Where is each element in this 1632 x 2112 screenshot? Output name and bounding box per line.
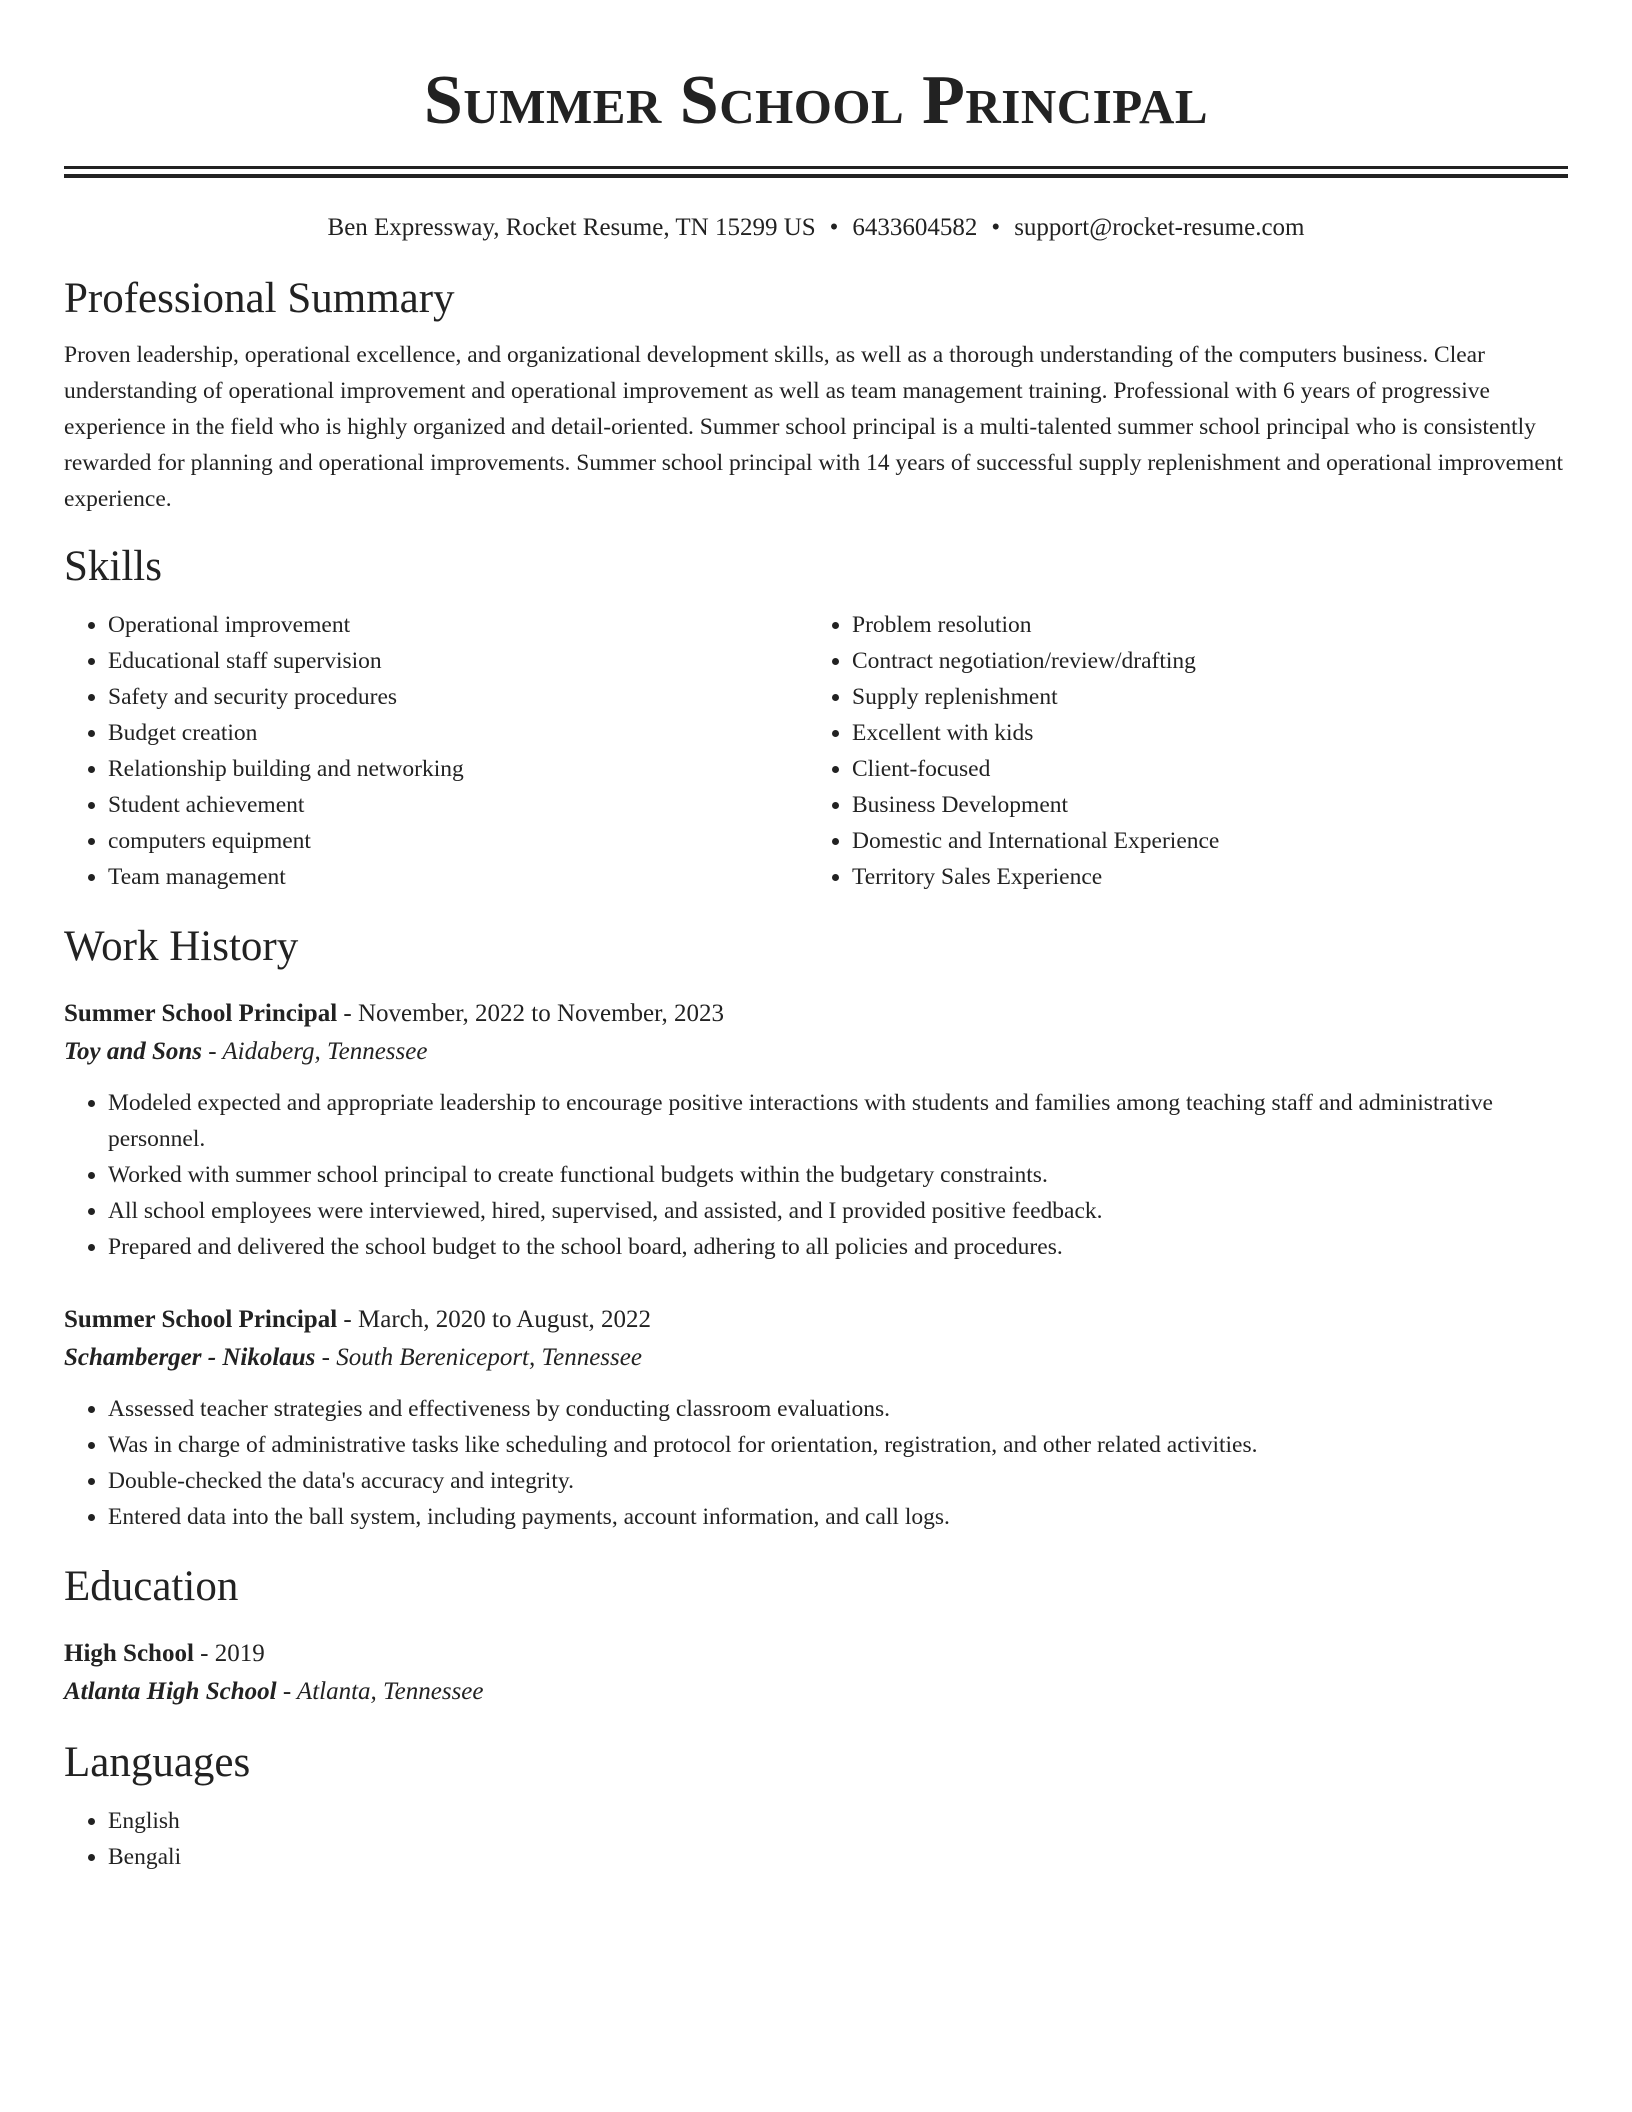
skills-heading: Skills: [64, 543, 162, 590]
skills-column-left: [64, 607, 808, 895]
skills-column-right: [808, 607, 1552, 895]
summary-heading: Professional Summary: [64, 275, 455, 322]
languages-heading: Languages: [64, 1739, 251, 1786]
skill-item: • Territory Sales Experience: [852, 859, 1552, 895]
job-company: Schamberger - Nikolaus: [64, 1344, 316, 1371]
skills-section: [64, 541, 1568, 895]
skill-item: • Educational staff supervision: [108, 643, 808, 679]
job-company-line: [64, 1033, 1568, 1071]
education-location: - Atlanta, Tennessee: [276, 1678, 484, 1705]
job-title: Summer School Principal: [64, 1000, 338, 1027]
summary-section: [64, 273, 1568, 517]
skill-item: • Relationship building and networking: [108, 751, 808, 787]
job-bullet-list: [64, 1085, 1568, 1265]
job-title-line: [64, 1301, 1568, 1339]
job-dates: - November, 2022 to November, 2023: [337, 1000, 724, 1027]
skill-item: • Business Development: [852, 787, 1552, 823]
job-company-line: [64, 1339, 1568, 1377]
skills-list-left: [64, 607, 808, 895]
skills-grid: [64, 607, 1568, 895]
skill-item: • Excellent with kids: [852, 715, 1552, 751]
education-year: - 2019: [193, 1640, 265, 1667]
contact-separator: •: [829, 214, 839, 241]
resume-name: Summer School Principal: [423, 62, 1209, 139]
job-title-line: [64, 995, 1568, 1033]
job-location: - Aidaberg, Tennessee: [202, 1038, 428, 1065]
contact-separator: •: [991, 214, 1001, 241]
skill-item: • Contract negotiation/review/drafting: [852, 643, 1552, 679]
education-school-line: [64, 1673, 1568, 1711]
header-double-rule: [64, 166, 1568, 178]
skill-item: • computers equipment: [108, 823, 808, 859]
skill-item: • Budget creation: [108, 715, 808, 751]
skill-item: • Domestic and International Experience: [852, 823, 1552, 859]
job-bullet: • Double-checked the data's accuracy and integrity.: [108, 1463, 1568, 1499]
skill-item: • Team management: [108, 859, 808, 895]
contact-line: [64, 211, 1568, 245]
job-bullet-list: [64, 1391, 1568, 1535]
language-item: • English: [108, 1803, 1568, 1839]
job-bullet: • Assessed teacher strategies and effectiveness by conducting classroom evaluations.: [108, 1391, 1568, 1427]
work-history-section: [64, 921, 1568, 1535]
education-degree-line: [64, 1635, 1568, 1673]
skill-item: • Operational improvement: [108, 607, 808, 643]
languages-list: [64, 1803, 1568, 1875]
skill-item: • Problem resolution: [852, 607, 1552, 643]
education-heading: Education: [64, 1563, 239, 1610]
languages-section: [64, 1737, 1568, 1875]
skill-item: • Supply replenishment: [852, 679, 1552, 715]
education-section: [64, 1561, 1568, 1711]
education-degree: High School: [64, 1640, 194, 1667]
job-title: Summer School Principal: [64, 1306, 338, 1333]
job-dates: - March, 2020 to August, 2022: [337, 1306, 652, 1333]
job-bullet: • Worked with summer school principal to create functional budgets within the budgetary constraints.: [108, 1157, 1568, 1193]
summary-text: Proven leadership, operational excellence, and organizational development skills, as well as a thorough understanding of the computers business. Clear understanding of operational improvement and operational improvement as well as team management training. Professional with 6 years of progressive experience in the field who is highly organized and detail-oriented. Summer school principal is a multi-talented summer school principal who is consistently rewarded for planning and operational improvements. Summer school principal with 14 years of successful supply replenishment and operational improvement experience.: [64, 342, 1564, 512]
skill-item: • Student achievement: [108, 787, 808, 823]
education-school: Atlanta High School: [64, 1678, 277, 1705]
contact-address: Ben Expressway, Rocket Resume, TN 15299 US: [327, 214, 816, 241]
job-bullet: • Modeled expected and appropriate leadership to encourage positive interactions with students and families among teaching staff and administrative personnel.: [108, 1085, 1568, 1157]
job-company: Toy and Sons: [64, 1038, 203, 1065]
job-entry: [64, 995, 1568, 1265]
contact-email: support@rocket-resume.com: [1014, 214, 1305, 241]
language-item: • Bengali: [108, 1839, 1568, 1875]
skill-item: • Safety and security procedures: [108, 679, 808, 715]
job-bullet: • Entered data into the ball system, including payments, account information, and call logs.: [108, 1499, 1568, 1535]
job-location: - South Bereniceport, Tennessee: [315, 1344, 642, 1371]
job-bullet: • All school employees were interviewed, hired, supervised, and assisted, and I provided positive feedback.: [108, 1193, 1568, 1229]
skills-list-right: [808, 607, 1552, 895]
job-entry: [64, 1301, 1568, 1535]
job-bullet: • Was in charge of administrative tasks like scheduling and protocol for orientation, registration, and other related activities.: [108, 1427, 1568, 1463]
job-bullet: • Prepared and delivered the school budget to the school board, adhering to all policies and procedures.: [108, 1229, 1568, 1265]
skill-item: • Client-focused: [852, 751, 1552, 787]
work-history-heading: Work History: [64, 923, 299, 970]
contact-phone: 6433604582: [852, 214, 978, 241]
